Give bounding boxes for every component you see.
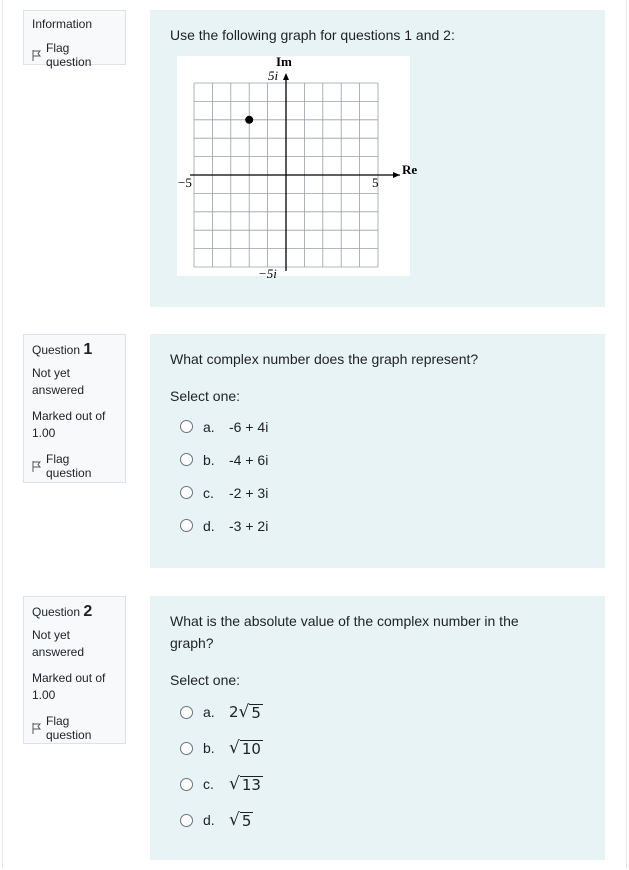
option-text: -3 + 2i <box>229 517 269 534</box>
re-right-tick-label: 5 <box>372 175 379 190</box>
option-math <box>229 703 263 721</box>
axes <box>178 54 417 281</box>
question-number: 2 <box>83 603 93 620</box>
question-1-sidebar <box>23 334 126 483</box>
sqrt-symbol: √ 13 <box>229 774 261 794</box>
answer-options <box>170 694 585 838</box>
re-label: Re <box>402 162 418 177</box>
re-left-tick-label: −5 <box>178 175 192 190</box>
re-arrow <box>393 172 400 178</box>
radio-button[interactable] <box>180 453 193 466</box>
flag-question-link[interactable] <box>32 452 117 480</box>
radicand: 5 <box>241 812 252 830</box>
flag-question-link[interactable] <box>32 714 117 742</box>
question-1-content <box>150 334 605 568</box>
complex-plane-graph <box>177 54 418 281</box>
option-math <box>229 739 263 757</box>
radio-button[interactable] <box>180 486 193 499</box>
option-c[interactable] <box>170 766 585 802</box>
answer-options <box>170 410 585 542</box>
question-state: Not yet answered <box>32 366 85 397</box>
info-content <box>150 10 605 307</box>
option-d[interactable] <box>170 509 585 542</box>
radio-button[interactable] <box>180 778 193 791</box>
flag-question-label: Flag question <box>46 452 92 480</box>
question-label: Question <box>32 605 81 619</box>
flag-icon <box>32 50 42 61</box>
select-one-prompt: Select one: <box>170 388 241 404</box>
sqrt-symbol: √ 5 <box>238 702 261 722</box>
info-sidebar <box>23 10 126 69</box>
option-math <box>229 775 263 793</box>
option-letter: b. <box>203 740 215 756</box>
option-letter: d. <box>203 812 215 828</box>
option-letter: a. <box>203 704 215 720</box>
option-b[interactable] <box>170 730 585 766</box>
radio-button[interactable] <box>180 420 193 433</box>
flag-icon <box>32 723 42 734</box>
radio-button[interactable] <box>180 742 193 755</box>
complex-plane-svg <box>177 54 418 281</box>
question-grade: Marked out of 1.00 <box>32 671 106 702</box>
info-label: Information <box>32 17 93 31</box>
coefficient: 2 <box>229 703 239 721</box>
question-state: Not yet answered <box>32 628 85 659</box>
option-letter: c. <box>203 776 214 792</box>
flag-question-label: Flag question <box>46 41 92 69</box>
question-number: 1 <box>83 341 93 358</box>
option-text: -4 + 6i <box>229 451 269 468</box>
sqrt-symbol: √ 10 <box>229 738 261 758</box>
info-text: Use the following graph for questions 1 and 2: <box>170 27 455 43</box>
plotted-point <box>245 116 253 124</box>
option-letter: a. <box>203 418 215 435</box>
radio-button[interactable] <box>180 706 193 719</box>
select-one-prompt: Select one: <box>170 672 241 688</box>
option-c[interactable] <box>170 476 585 509</box>
question-2-content <box>150 596 605 860</box>
radio-button[interactable] <box>180 814 193 827</box>
question-2-sidebar <box>23 596 126 744</box>
option-text: -6 + 4i <box>229 418 269 435</box>
flag-question-label: Flag question <box>46 714 92 742</box>
im-top-tick-label: 5i <box>268 68 279 83</box>
option-a[interactable] <box>170 694 585 730</box>
option-letter: c. <box>203 484 214 501</box>
option-text: -2 + 3i <box>229 484 269 501</box>
im-label: Im <box>276 54 292 69</box>
option-letter: b. <box>203 451 215 468</box>
option-letter: d. <box>203 517 215 534</box>
question-2-text: What is the absolute value of the complex number in the graph? <box>170 613 519 651</box>
question-grade: Marked out of 1.00 <box>32 409 106 440</box>
option-math <box>229 811 253 829</box>
option-d[interactable] <box>170 802 585 838</box>
option-b[interactable] <box>170 443 585 476</box>
im-bottom-tick-label: −5i <box>258 266 277 281</box>
im-arrow <box>283 73 289 80</box>
option-a[interactable] <box>170 410 585 443</box>
radicand: 5 <box>251 704 261 722</box>
sqrt-symbol: √ 5 <box>229 810 252 830</box>
radicand: 13 <box>241 776 261 794</box>
question-label: Question <box>32 343 81 357</box>
radicand: 10 <box>241 740 261 758</box>
question-1-text: What complex number does the graph represent? <box>170 351 479 367</box>
flag-icon <box>32 461 42 472</box>
radio-button[interactable] <box>180 519 193 532</box>
flag-question-link[interactable] <box>32 41 117 69</box>
